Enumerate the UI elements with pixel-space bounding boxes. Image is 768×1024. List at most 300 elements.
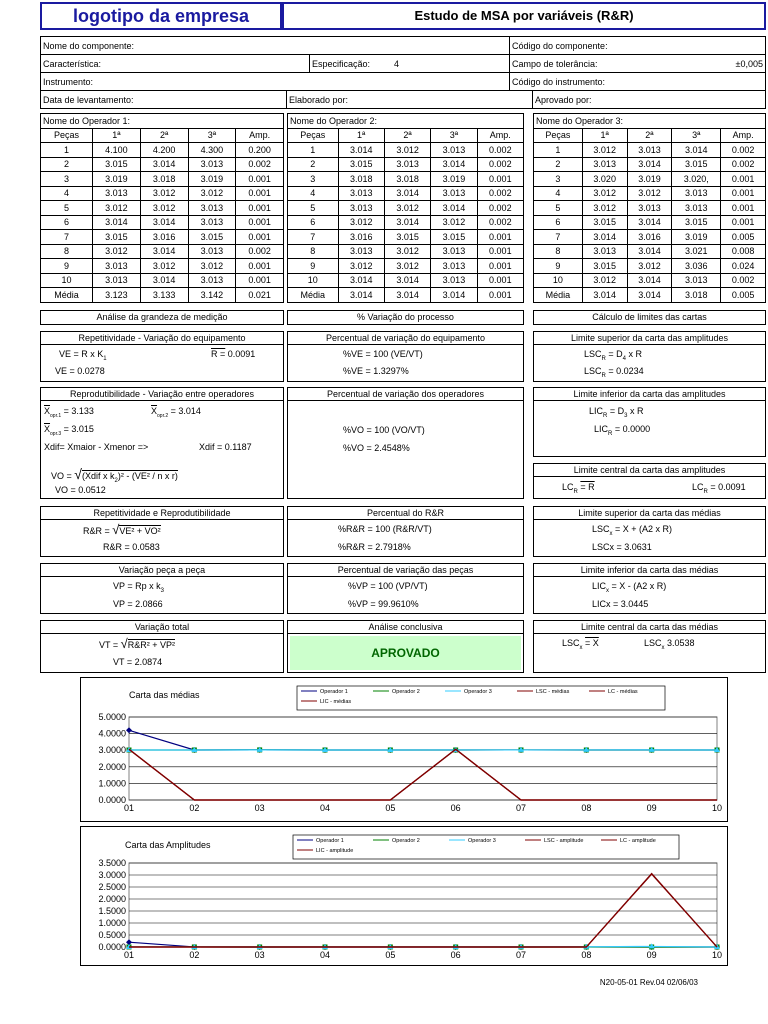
table-cell: 3.018 xyxy=(384,172,430,187)
table-cell: 3.013 xyxy=(672,273,721,288)
table-cell: 3.014 xyxy=(431,288,477,303)
lcr-result: $LC_R = 0.0091$ xyxy=(692,482,746,495)
elaborado-label: Elaborado por: xyxy=(287,91,533,109)
table-cell: 10 xyxy=(41,273,93,288)
plot-area xyxy=(129,717,717,800)
lscr-formula: $LSC_R = D_4$ x R xyxy=(584,349,642,362)
table-row xyxy=(534,244,766,259)
operator-1-table xyxy=(40,113,284,303)
table-cell: 4 xyxy=(534,186,583,201)
lcx-title: Limite central da carta das médias xyxy=(534,621,765,634)
table-cell: 0.002 xyxy=(477,201,523,216)
pve-box xyxy=(287,331,524,382)
table-cell: 0.002 xyxy=(477,215,523,230)
col-header: 2ª xyxy=(384,128,430,143)
rr-title: Repetitividade e Reprodutibilidade xyxy=(41,507,283,520)
legend-label: LIC - amplitude xyxy=(316,848,354,854)
aprovado-label: Aprovado por: xyxy=(533,91,766,109)
table-row xyxy=(534,273,766,288)
especificacao-label: Especificação: xyxy=(312,58,371,69)
table-cell: 3.036 xyxy=(672,259,721,274)
x-opr2: $\overline{X}_{opr.2} = 3.014$ xyxy=(151,406,201,419)
x-opr1: $\overline{X}_{opr.1} = 3.133$ xyxy=(44,406,94,419)
licx-formula: $LIC_x = X - (A2$ x R) xyxy=(592,581,667,594)
table-cell: 0.001 xyxy=(236,186,284,201)
caracteristica-label: Característica: xyxy=(41,55,310,73)
licr-title: Limite inferior da carta das amplitudes xyxy=(534,388,765,401)
table-cell: 0.002 xyxy=(477,157,523,172)
table-cell: 7 xyxy=(288,230,339,245)
lcr-box xyxy=(533,463,766,499)
table-cell: 3.013 xyxy=(188,215,236,230)
tolerancia-cell xyxy=(510,55,766,73)
table-cell: 3.012 xyxy=(338,259,384,274)
componente-label: Nome do componente: xyxy=(41,37,510,55)
table-row xyxy=(534,230,766,245)
table-cell: 3 xyxy=(534,172,583,187)
table-cell: 3.123 xyxy=(93,288,141,303)
col-header: 2ª xyxy=(627,128,672,143)
lcr-title: Limite central da carta das amplitudes xyxy=(534,464,765,477)
table-row xyxy=(534,172,766,187)
table-cell: 3.021 xyxy=(672,244,721,259)
x-tick-label: 08 xyxy=(581,803,592,813)
chart-amplitudes xyxy=(81,827,727,965)
ve-title: Repetitividade - Variação do equipamento xyxy=(41,332,283,345)
table-cell: 3.015 xyxy=(431,230,477,245)
table-cell: 3.013 xyxy=(188,244,236,259)
table-cell: 3.012 xyxy=(431,215,477,230)
table-row xyxy=(534,288,766,303)
licr-result: $LIC_R = 0.0000$ xyxy=(594,424,651,437)
table-row xyxy=(288,201,524,216)
x-tick-label: 06 xyxy=(450,950,461,960)
table-cell: 3.013 xyxy=(93,273,141,288)
table-row xyxy=(288,157,524,172)
y-tick-label: 0.0000 xyxy=(98,942,126,952)
table-row xyxy=(288,172,524,187)
table-cell: 3.014 xyxy=(140,215,188,230)
legend-label: LSC - médias xyxy=(536,689,570,695)
table-cell: 3.016 xyxy=(338,230,384,245)
y-tick-label: 2.0000 xyxy=(98,894,126,904)
pvo-title: Percentual de variação dos operadores xyxy=(288,388,523,401)
col-header: Peças xyxy=(534,128,583,143)
table-cell: 3.013 xyxy=(431,244,477,259)
table-cell: 3.013 xyxy=(338,186,384,201)
y-tick-label: 3.0000 xyxy=(98,745,126,756)
licr-formula: $LIC_R = D_3$ x R xyxy=(589,406,644,419)
y-tick-label: 2.0000 xyxy=(98,761,126,772)
table-row xyxy=(288,273,524,288)
table-cell: 0.002 xyxy=(236,244,284,259)
table-cell: 3.013 xyxy=(672,201,721,216)
table-cell: 3.012 xyxy=(384,244,430,259)
legend-label: Operador 3 xyxy=(468,838,496,844)
vt-title: Variação total xyxy=(41,621,283,634)
table-cell: 3.018 xyxy=(672,288,721,303)
col-header: 1ª xyxy=(338,128,384,143)
table-row xyxy=(288,244,524,259)
table-cell: 3.013 xyxy=(431,259,477,274)
table-row xyxy=(41,273,284,288)
x-tick-label: 01 xyxy=(123,950,135,960)
y-tick-label: 3.5000 xyxy=(98,858,126,868)
table-cell: 3.012 xyxy=(582,143,627,158)
table-cell: 3.012 xyxy=(140,259,188,274)
table-cell: 3.013 xyxy=(188,273,236,288)
tolerancia-label: Campo de tolerância: xyxy=(512,58,598,69)
vo-result: VO = 0.0512 xyxy=(55,485,106,495)
table-cell: 3.020, xyxy=(672,172,721,187)
lscr-box xyxy=(533,331,766,382)
x-tick-label: 08 xyxy=(581,950,592,960)
table-cell: Média xyxy=(41,288,93,303)
table-cell: 3.019 xyxy=(188,172,236,187)
vt-formula: VT = √R&R² + VP² xyxy=(99,636,176,651)
xdif-formula: Xdif= Xmaior - Xmenor => xyxy=(44,442,149,452)
table-cell: 0.001 xyxy=(236,230,284,245)
lcr-formula: $LC_R = R$ xyxy=(562,482,595,495)
y-tick-label: 1.5000 xyxy=(98,906,126,916)
table-cell: 0.001 xyxy=(236,215,284,230)
table-cell: 3.012 xyxy=(627,186,672,201)
legend-label: Operador 3 xyxy=(464,689,492,695)
table-cell: 3.015 xyxy=(582,259,627,274)
table-row xyxy=(534,157,766,172)
table-cell: Média xyxy=(534,288,583,303)
table-cell: 0.001 xyxy=(477,172,523,187)
pve-title: Percentual de variação do equipamento xyxy=(288,332,523,345)
table-row xyxy=(41,143,284,158)
col-header: 1ª xyxy=(582,128,627,143)
table-cell: 1 xyxy=(534,143,583,158)
chart-medias-frame xyxy=(80,677,728,822)
vt-box xyxy=(40,620,284,673)
col-header: Peças xyxy=(288,128,339,143)
table-cell: 2 xyxy=(41,157,93,172)
table-cell: 0.002 xyxy=(721,157,766,172)
table-row xyxy=(534,186,766,201)
table-cell: 5 xyxy=(288,201,339,216)
page-title: Estudo de MSA por variáveis (R&R) xyxy=(282,2,766,30)
table-cell: 10 xyxy=(534,273,583,288)
table-cell: 3.014 xyxy=(384,215,430,230)
table-cell: 3.014 xyxy=(384,186,430,201)
table-cell: 3.012 xyxy=(140,186,188,201)
y-tick-label: 3.0000 xyxy=(98,870,126,880)
table-cell: Média xyxy=(288,288,339,303)
table-cell: 3.019 xyxy=(431,172,477,187)
legend-label: Operador 1 xyxy=(316,838,344,844)
table-cell: 3.013 xyxy=(672,186,721,201)
col-header: Amp. xyxy=(721,128,766,143)
table-cell: 3.012 xyxy=(93,201,141,216)
vt-result: VT = 2.0874 xyxy=(113,657,163,667)
table-cell: 0.001 xyxy=(236,201,284,216)
table-cell: 3.012 xyxy=(140,201,188,216)
x-tick-label: 02 xyxy=(189,950,200,960)
licx-box xyxy=(533,563,766,614)
table-cell: 3.016 xyxy=(627,230,672,245)
legend-label: Operador 2 xyxy=(392,689,420,695)
y-tick-label: 4.0000 xyxy=(98,728,126,739)
chart-title: Carta das Amplitudes xyxy=(125,840,211,850)
licx-result: LICx = 3.0445 xyxy=(592,599,649,609)
lscx-box xyxy=(533,506,766,557)
legend-label: Operador 2 xyxy=(392,838,420,844)
table-cell: 3.013 xyxy=(188,201,236,216)
x-tick-label: 05 xyxy=(385,950,396,960)
conc-box xyxy=(287,620,524,673)
table-cell: 4.300 xyxy=(188,143,236,158)
x-tick-label: 03 xyxy=(254,803,265,813)
table-cell: 0.001 xyxy=(477,230,523,245)
info-table xyxy=(40,36,766,109)
table-cell: 3.015 xyxy=(93,157,141,172)
table-cell: 7 xyxy=(41,230,93,245)
table-row xyxy=(41,230,284,245)
table-cell: 3.019 xyxy=(93,172,141,187)
col-header: 1ª xyxy=(93,128,141,143)
pvp-result: %VP = 99.9610% xyxy=(348,599,419,609)
table-cell: 3.014 xyxy=(431,157,477,172)
conclusion-status: APROVADO xyxy=(290,636,521,670)
table-row xyxy=(288,288,524,303)
table-cell: 4 xyxy=(288,186,339,201)
table-cell: 9 xyxy=(534,259,583,274)
rr-result: R&R = 0.0583 xyxy=(103,542,160,552)
col-header: 3ª xyxy=(431,128,477,143)
table-cell: 3.013 xyxy=(582,244,627,259)
x-tick-label: 05 xyxy=(385,803,396,813)
vo-title: Reprodutibilidade - Variação entre operadores xyxy=(41,388,283,401)
table-cell: 3.014 xyxy=(582,230,627,245)
table-row xyxy=(288,259,524,274)
table-cell: 3.016 xyxy=(140,230,188,245)
lscr-result: $LSC_R = 0.0234$ xyxy=(584,366,644,379)
table-cell: 3.019 xyxy=(627,172,672,187)
table-cell: 0.021 xyxy=(236,288,284,303)
y-tick-label: 2.5000 xyxy=(98,882,126,892)
table-row xyxy=(41,244,284,259)
licx-title: Limite inferior da carta das médias xyxy=(534,564,765,577)
table-cell: 2 xyxy=(534,157,583,172)
x-tick-label: 06 xyxy=(450,803,461,813)
table-cell: 3 xyxy=(41,172,93,187)
pvp-title: Percentual de variação das peças xyxy=(288,564,523,577)
table-row xyxy=(288,215,524,230)
table-cell: 5 xyxy=(534,201,583,216)
prr-formula: %R&R = 100 (R&R/VT) xyxy=(338,524,432,534)
table-cell: 3.014 xyxy=(627,157,672,172)
table-cell: 0.001 xyxy=(477,273,523,288)
table-cell: 3.012 xyxy=(384,143,430,158)
table-cell: 3.012 xyxy=(627,259,672,274)
table-cell: 2 xyxy=(288,157,339,172)
x-tick-label: 03 xyxy=(254,950,265,960)
lscx-formula: $LSC_x = X + (A2$ x R) xyxy=(592,524,673,537)
especificacao-value: 4 xyxy=(394,58,400,69)
table-cell: 3.012 xyxy=(384,201,430,216)
y-tick-label: 1.0000 xyxy=(98,778,126,789)
col-header: 3ª xyxy=(188,128,236,143)
vp-formula: VP = Rp x $k_3$ xyxy=(113,581,164,594)
table-cell: 9 xyxy=(41,259,93,274)
prr-title: Percentual do R&R xyxy=(288,507,523,520)
x-tick-label: 04 xyxy=(319,950,331,960)
vo-box xyxy=(40,387,284,499)
table-cell: 7 xyxy=(534,230,583,245)
pvo-result: %VO = 2.4548% xyxy=(343,443,410,453)
table-cell: 3.012 xyxy=(338,215,384,230)
chart-amplitudes-frame xyxy=(80,826,728,966)
table-cell: 3 xyxy=(288,172,339,187)
table-cell: 3.014 xyxy=(431,201,477,216)
x-opr3: $\overline{X}_{opr.3} = 3.015$ xyxy=(44,424,94,437)
table-cell: 10 xyxy=(288,273,339,288)
col-header: 3ª xyxy=(672,128,721,143)
x-tick-label: 04 xyxy=(319,803,331,813)
x-tick-label: 10 xyxy=(711,803,723,813)
table-cell: 3.018 xyxy=(338,172,384,187)
table-row xyxy=(41,157,284,172)
table-cell: 6 xyxy=(41,215,93,230)
table-cell: 3.013 xyxy=(431,186,477,201)
operator-name: Nome do Operador 2: xyxy=(288,114,524,129)
table-cell: 0.001 xyxy=(477,259,523,274)
table-cell: 3.013 xyxy=(188,157,236,172)
table-cell: 8 xyxy=(534,244,583,259)
table-cell: 3.014 xyxy=(627,244,672,259)
x-tick-label: 09 xyxy=(646,803,657,813)
table-cell: 3.013 xyxy=(93,186,141,201)
pvo-box xyxy=(287,387,524,499)
table-row xyxy=(534,259,766,274)
pve-formula: %VE = 100 (VE/VT) xyxy=(343,349,423,359)
table-cell: 8 xyxy=(288,244,339,259)
table-cell: 3.014 xyxy=(140,273,188,288)
col-header: Peças xyxy=(41,128,93,143)
prr-box xyxy=(287,506,524,557)
operator-3-table xyxy=(533,113,766,303)
table-row xyxy=(41,201,284,216)
table-cell: 0.024 xyxy=(721,259,766,274)
legend-label: LC - médias xyxy=(608,689,638,695)
table-cell: 6 xyxy=(534,215,583,230)
especificacao-cell xyxy=(310,55,510,73)
table-row xyxy=(41,172,284,187)
table-cell: 0.002 xyxy=(477,143,523,158)
table-cell: 3.020 xyxy=(582,172,627,187)
table-cell: 0.001 xyxy=(236,172,284,187)
table-cell: 3.015 xyxy=(93,230,141,245)
table-cell: 3.015 xyxy=(188,230,236,245)
y-tick-label: 5.0000 xyxy=(98,712,126,722)
table-row xyxy=(534,201,766,216)
y-tick-label: 0.0000 xyxy=(98,795,126,805)
plot-area xyxy=(129,863,717,947)
table-row xyxy=(41,186,284,201)
pve-result: %VE = 1.3297% xyxy=(343,366,409,376)
table-cell: 3.012 xyxy=(384,259,430,274)
rr-box xyxy=(40,506,284,557)
table-cell: 3.012 xyxy=(188,259,236,274)
table-cell: 0.001 xyxy=(477,288,523,303)
codigo-componente-label: Código do componente: xyxy=(510,37,766,55)
lscr-title: Limite superior da carta das amplitudes xyxy=(534,332,765,345)
table-cell: 5 xyxy=(41,201,93,216)
table-cell: 0.005 xyxy=(721,288,766,303)
table-cell: 0.200 xyxy=(236,143,284,158)
table-cell: 3.014 xyxy=(627,215,672,230)
ve-formula: VE = R x $K_1$ xyxy=(59,349,107,362)
table-cell: 0.001 xyxy=(236,259,284,274)
table-cell: 3.015 xyxy=(672,215,721,230)
table-row xyxy=(41,259,284,274)
codigo-instrumento-label: Código do instrumento: xyxy=(510,73,766,91)
vp-box xyxy=(40,563,284,614)
table-cell: 3.015 xyxy=(582,215,627,230)
table-row xyxy=(288,186,524,201)
table-cell: 1 xyxy=(41,143,93,158)
lscx-title: Limite superior da carta das médias xyxy=(534,507,765,520)
table-cell: 3.013 xyxy=(627,143,672,158)
table-row xyxy=(288,230,524,245)
table-cell: 0.002 xyxy=(721,143,766,158)
operator-name: Nome do Operador 3: xyxy=(534,114,766,129)
vp-result: VP = 2.0866 xyxy=(113,599,163,609)
vp-title: Variação peça a peça xyxy=(41,564,283,577)
table-cell: 6 xyxy=(288,215,339,230)
table-cell: 0.002 xyxy=(477,186,523,201)
table-cell: 0.008 xyxy=(721,244,766,259)
vo-formula: VO = √(Xdif x $k_2)^2 - (VE^2$ / n x r) xyxy=(51,466,178,484)
table-row xyxy=(534,215,766,230)
lcx-result: $LSC_x$ 3.0538 xyxy=(644,638,695,651)
x-tick-label: 02 xyxy=(189,803,200,813)
table-cell: 3.019 xyxy=(672,230,721,245)
legend-label: LSC - amplitude xyxy=(544,838,584,844)
table-cell: 3.012 xyxy=(188,186,236,201)
rr-formula: R&R = √VE² + VO² xyxy=(83,522,161,537)
table-cell: 3.013 xyxy=(582,157,627,172)
lcx-formula: $LSC_x = X$ xyxy=(562,638,599,651)
table-cell: 0.001 xyxy=(236,273,284,288)
y-tick-label: 0.5000 xyxy=(98,930,126,940)
table-cell: 3.013 xyxy=(338,244,384,259)
col-header: Amp. xyxy=(477,128,523,143)
col-header: Amp. xyxy=(236,128,284,143)
table-cell: 3.018 xyxy=(140,172,188,187)
table-cell: 3.013 xyxy=(93,259,141,274)
table-cell: 3.133 xyxy=(140,288,188,303)
table-cell: 3.013 xyxy=(431,143,477,158)
ve-result: VE = 0.0278 xyxy=(55,366,105,376)
table-cell: 4.200 xyxy=(140,143,188,158)
legend-label: LC - amplitude xyxy=(620,838,656,844)
table-cell: 3.012 xyxy=(582,273,627,288)
xdif-value: Xdif = 0.1187 xyxy=(199,442,252,452)
ve-box xyxy=(40,331,284,382)
table-cell: 3.013 xyxy=(431,273,477,288)
section-variacao: % Variação do processo xyxy=(287,310,524,325)
table-cell: 0.005 xyxy=(721,230,766,245)
table-cell: 3.014 xyxy=(384,288,430,303)
chart-medias xyxy=(81,678,727,821)
table-cell: 3.014 xyxy=(672,143,721,158)
x-tick-label: 07 xyxy=(515,803,527,813)
